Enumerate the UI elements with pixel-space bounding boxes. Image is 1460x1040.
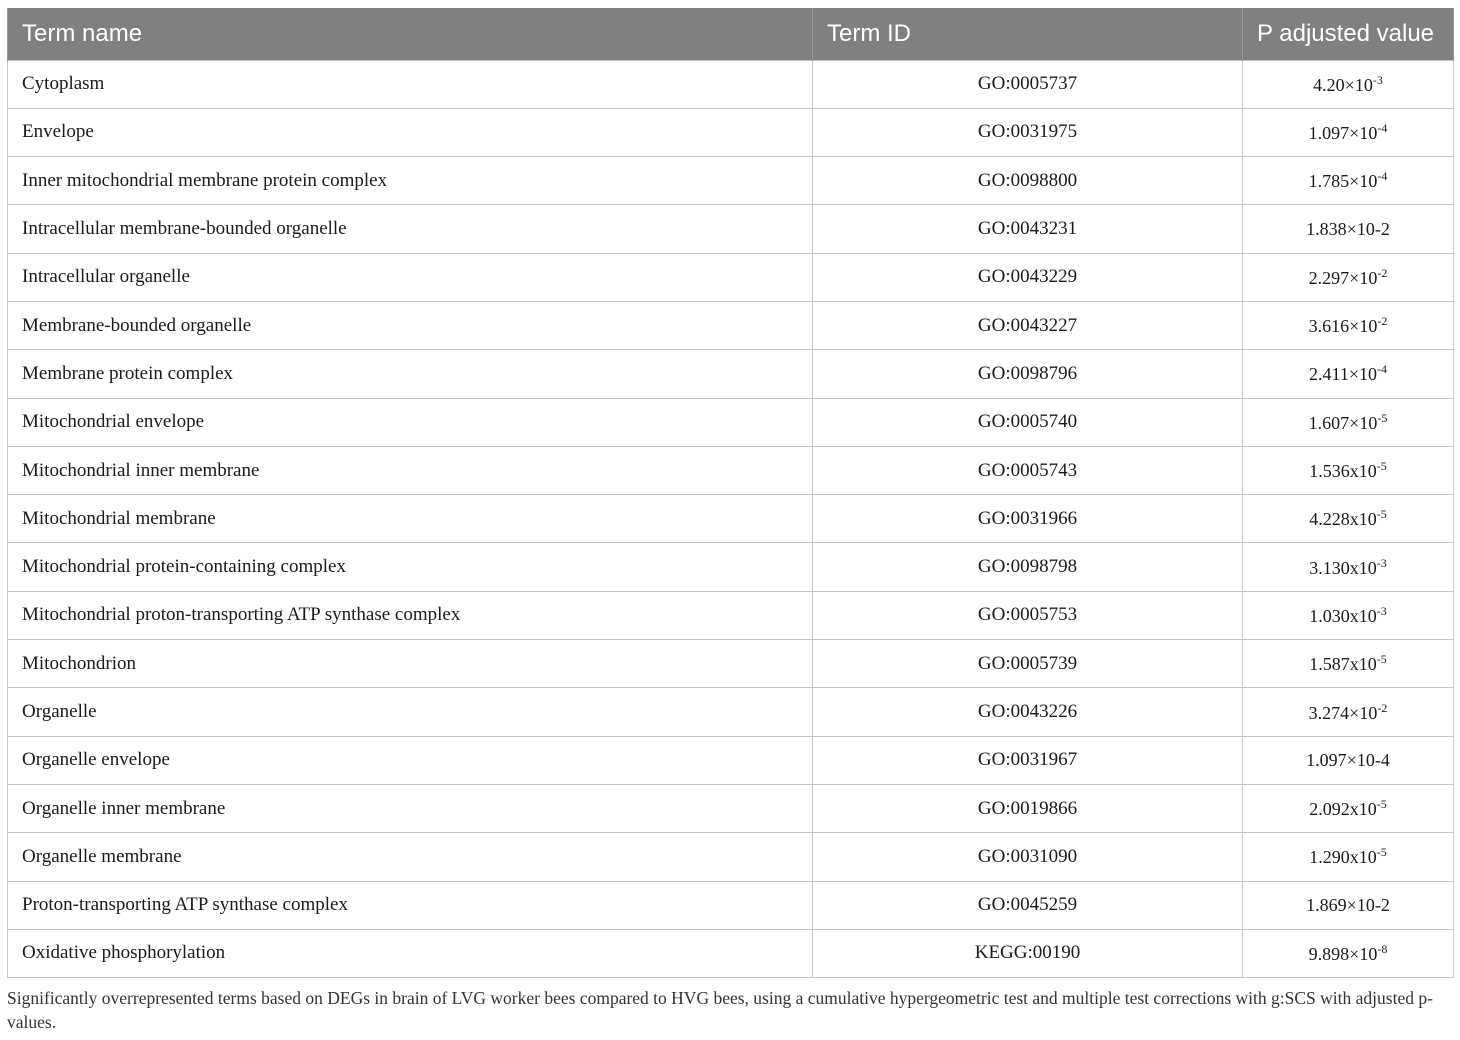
term-name-cell: Intracellular organelle [8, 253, 813, 301]
p-value-mantissa: 1.030x10 [1309, 605, 1377, 626]
p-value-exponent: -3 [1376, 555, 1387, 570]
p-adjusted-cell [1243, 398, 1454, 446]
term-id-cell: GO:0031090 [813, 833, 1243, 881]
table-row [8, 60, 1454, 108]
term-name-cell: Inner mitochondrial membrane protein complex [8, 157, 813, 205]
term-id-cell: GO:0005743 [813, 446, 1243, 494]
p-value-mantissa: 1.097×10-4 [1306, 749, 1390, 770]
term-name-cell: Membrane-bounded organelle [8, 301, 813, 349]
p-adjusted-cell [1243, 929, 1454, 977]
term-id-cell: GO:0031967 [813, 736, 1243, 784]
p-value-exponent: -5 [1376, 797, 1387, 812]
p-value-exponent: -2 [1377, 700, 1388, 715]
table-row [8, 253, 1454, 301]
p-value-mantissa: 4.20×10 [1313, 74, 1373, 95]
table-row [8, 736, 1454, 784]
table-footnote: Significantly overrepresented terms based on DEGs in brain of LVG worker bees compared to HVG bees, using a cumulative hypergeometric test and multiple test corrections with g:SCS with adjusted p-values. [7, 988, 1433, 1032]
p-adjusted-cell [1243, 543, 1454, 591]
table-row [8, 543, 1454, 591]
table-row [8, 446, 1454, 494]
header-term-name: Term name [8, 8, 813, 60]
p-adjusted-cell [1243, 446, 1454, 494]
term-name-cell: Oxidative phosphorylation [8, 929, 813, 977]
p-value-exponent: -2 [1377, 265, 1388, 280]
term-id-cell: GO:0043226 [813, 688, 1243, 736]
p-adjusted-cell [1243, 60, 1454, 108]
p-value-exponent: -3 [1376, 603, 1387, 618]
header-p-adjusted: P adjusted value [1243, 8, 1454, 60]
p-value-exponent: -4 [1377, 120, 1388, 135]
p-adjusted-cell [1243, 205, 1454, 253]
table-row [8, 688, 1454, 736]
p-value-mantissa: 2.411×10 [1309, 364, 1377, 385]
p-value-exponent: -4 [1377, 169, 1388, 184]
term-name-cell: Mitochondrial proton-transporting ATP synthase complex [8, 591, 813, 639]
term-name-cell: Organelle inner membrane [8, 784, 813, 832]
term-name-cell: Organelle [8, 688, 813, 736]
table-row [8, 784, 1454, 832]
p-adjusted-cell [1243, 350, 1454, 398]
p-value-mantissa: 9.898×10 [1308, 943, 1378, 964]
table-row [8, 350, 1454, 398]
p-adjusted-cell [1243, 784, 1454, 832]
term-id-cell: GO:0005737 [813, 60, 1243, 108]
term-name-cell: Mitochondrial inner membrane [8, 446, 813, 494]
term-id-cell: GO:0031966 [813, 495, 1243, 543]
table-row [8, 495, 1454, 543]
p-value-exponent: -5 [1376, 845, 1387, 860]
term-id-cell: GO:0005739 [813, 640, 1243, 688]
table-row [8, 833, 1454, 881]
term-id-cell: GO:0043227 [813, 301, 1243, 349]
p-adjusted-cell [1243, 640, 1454, 688]
go-term-table-container [7, 8, 1453, 978]
term-name-cell: Intracellular membrane-bounded organelle [8, 205, 813, 253]
p-adjusted-cell [1243, 881, 1454, 929]
table-row [8, 301, 1454, 349]
term-name-cell: Mitochondrial membrane [8, 495, 813, 543]
term-name-cell: Cytoplasm [8, 60, 813, 108]
header-row [8, 8, 1454, 60]
term-name-cell: Organelle membrane [8, 833, 813, 881]
table-row [8, 591, 1454, 639]
go-term-table [7, 8, 1454, 978]
table-row [8, 398, 1454, 446]
p-adjusted-cell [1243, 833, 1454, 881]
term-id-cell: GO:0005740 [813, 398, 1243, 446]
term-id-cell: GO:0031975 [813, 108, 1243, 156]
p-value-mantissa: 4.228x10 [1309, 509, 1377, 530]
p-value-mantissa: 1.290x10 [1309, 847, 1377, 868]
p-value-exponent: -5 [1376, 652, 1387, 667]
p-value-mantissa: 1.097×10 [1308, 122, 1378, 143]
p-value-exponent: -5 [1376, 459, 1387, 474]
p-adjusted-cell [1243, 591, 1454, 639]
term-id-cell: GO:0098798 [813, 543, 1243, 591]
term-id-cell: GO:0005753 [813, 591, 1243, 639]
p-value-exponent: -3 [1372, 72, 1383, 87]
p-adjusted-cell [1243, 253, 1454, 301]
p-value-mantissa: 1.838×10-2 [1306, 218, 1390, 239]
p-value-mantissa: 2.297×10 [1308, 267, 1378, 288]
p-value-exponent: -5 [1377, 410, 1388, 425]
term-id-cell: KEGG:00190 [813, 929, 1243, 977]
p-adjusted-cell [1243, 736, 1454, 784]
p-adjusted-cell [1243, 495, 1454, 543]
p-adjusted-cell [1243, 157, 1454, 205]
p-adjusted-cell [1243, 108, 1454, 156]
p-value-mantissa: 1.607×10 [1308, 412, 1378, 433]
table-header [8, 8, 1454, 60]
p-value-exponent: -2 [1377, 314, 1388, 329]
table-row [8, 640, 1454, 688]
term-id-cell: GO:0045259 [813, 881, 1243, 929]
term-id-cell: GO:0019866 [813, 784, 1243, 832]
table-row [8, 205, 1454, 253]
p-value-mantissa: 1.785×10 [1308, 171, 1378, 192]
p-value-exponent: -5 [1376, 507, 1387, 522]
p-value-mantissa: 3.616×10 [1308, 316, 1378, 337]
term-id-cell: GO:0098800 [813, 157, 1243, 205]
p-value-mantissa: 3.130x10 [1309, 557, 1377, 578]
term-name-cell: Proton-transporting ATP synthase complex [8, 881, 813, 929]
term-name-cell: Mitochondrial protein-containing complex [8, 543, 813, 591]
table-row [8, 157, 1454, 205]
table-row [8, 108, 1454, 156]
p-value-mantissa: 2.092x10 [1309, 799, 1377, 820]
term-name-cell: Envelope [8, 108, 813, 156]
header-term-id: Term ID [813, 8, 1243, 60]
term-name-cell: Organelle envelope [8, 736, 813, 784]
p-adjusted-cell [1243, 688, 1454, 736]
term-name-cell: Mitochondrial envelope [8, 398, 813, 446]
term-id-cell: GO:0043231 [813, 205, 1243, 253]
p-value-mantissa: 1.536x10 [1309, 461, 1377, 482]
table-row [8, 881, 1454, 929]
table-row [8, 929, 1454, 977]
term-name-cell: Membrane protein complex [8, 350, 813, 398]
term-id-cell: GO:0098796 [813, 350, 1243, 398]
p-value-exponent: -4 [1376, 362, 1387, 377]
table-body [8, 60, 1454, 978]
term-id-cell: GO:0043229 [813, 253, 1243, 301]
p-value-exponent: -8 [1377, 941, 1388, 956]
term-name-cell: Mitochondrion [8, 640, 813, 688]
p-value-mantissa: 3.274×10 [1308, 702, 1378, 723]
p-value-mantissa: 1.587x10 [1309, 654, 1377, 675]
p-value-mantissa: 1.869×10-2 [1306, 894, 1390, 915]
p-adjusted-cell [1243, 301, 1454, 349]
